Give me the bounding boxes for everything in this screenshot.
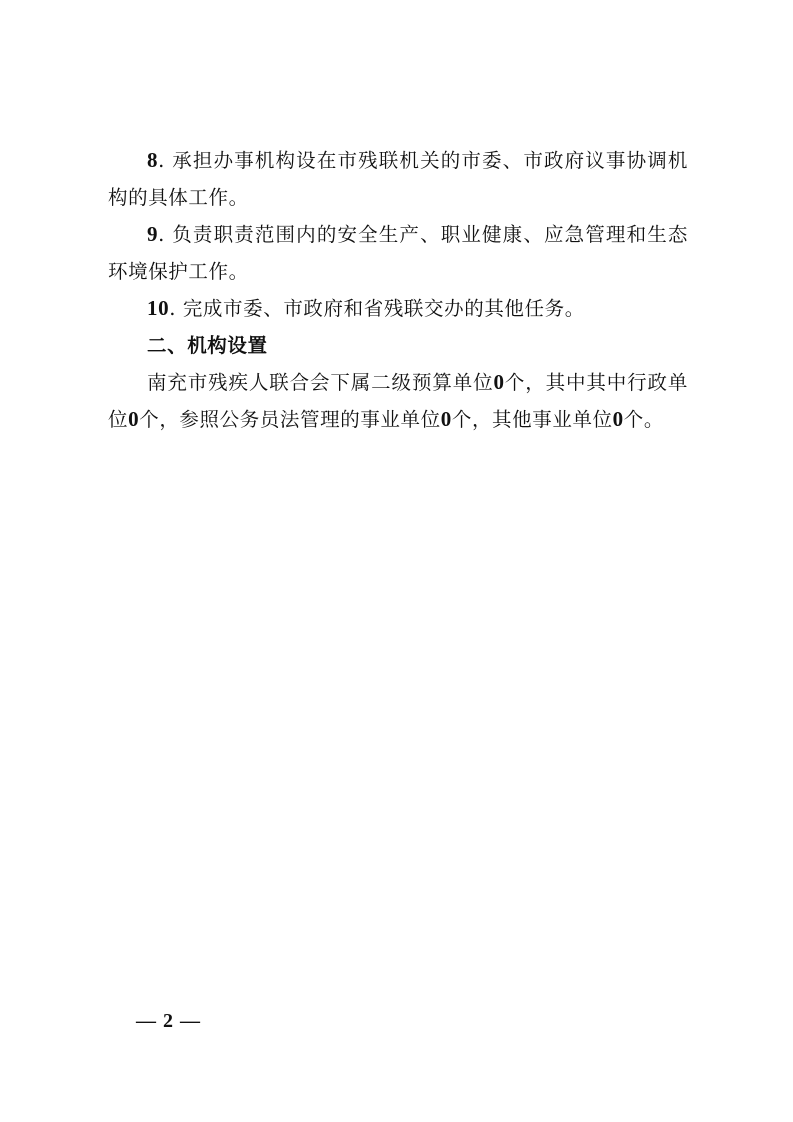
org-text-1: 南充市残疾人联合会下属二级预算单位: [147, 371, 494, 394]
item-text: 完成市委、市政府和省残联交办的其他任务。: [182, 297, 585, 320]
org-text-4: 个，其他事业单位: [451, 408, 613, 431]
item-separator: .: [158, 149, 165, 172]
item-separator: .: [169, 297, 177, 320]
item-number: 9: [147, 222, 159, 246]
list-item-10: [108, 290, 688, 327]
org-count-3: 0: [440, 407, 452, 431]
item-separator: .: [158, 223, 165, 246]
page-number: — 2 —: [136, 1010, 201, 1032]
org-text-3: 个，参照公务员法管理的事业单位: [139, 408, 441, 431]
list-item-8: [108, 142, 688, 216]
list-item-9: [108, 216, 688, 290]
item-text: 负责职责范围内的安全生产、职业健康、应急管理和生态环境保护工作。: [108, 223, 688, 283]
page-content: [108, 142, 688, 438]
org-count-4: 0: [612, 407, 624, 431]
org-count-1: 0: [493, 370, 505, 394]
org-paragraph: [108, 364, 688, 438]
org-text-5: 个。: [623, 408, 664, 431]
item-text: 承担办事机构设在市残联机关的市委、市政府议事协调机构的具体工作。: [108, 149, 688, 209]
item-number: 8: [147, 148, 159, 172]
org-count-2: 0: [128, 407, 140, 431]
section-heading: 二、机构设置: [147, 334, 268, 357]
org-text-2: 个，其中其中行政单位: [108, 371, 688, 431]
item-number: 10: [147, 296, 170, 320]
